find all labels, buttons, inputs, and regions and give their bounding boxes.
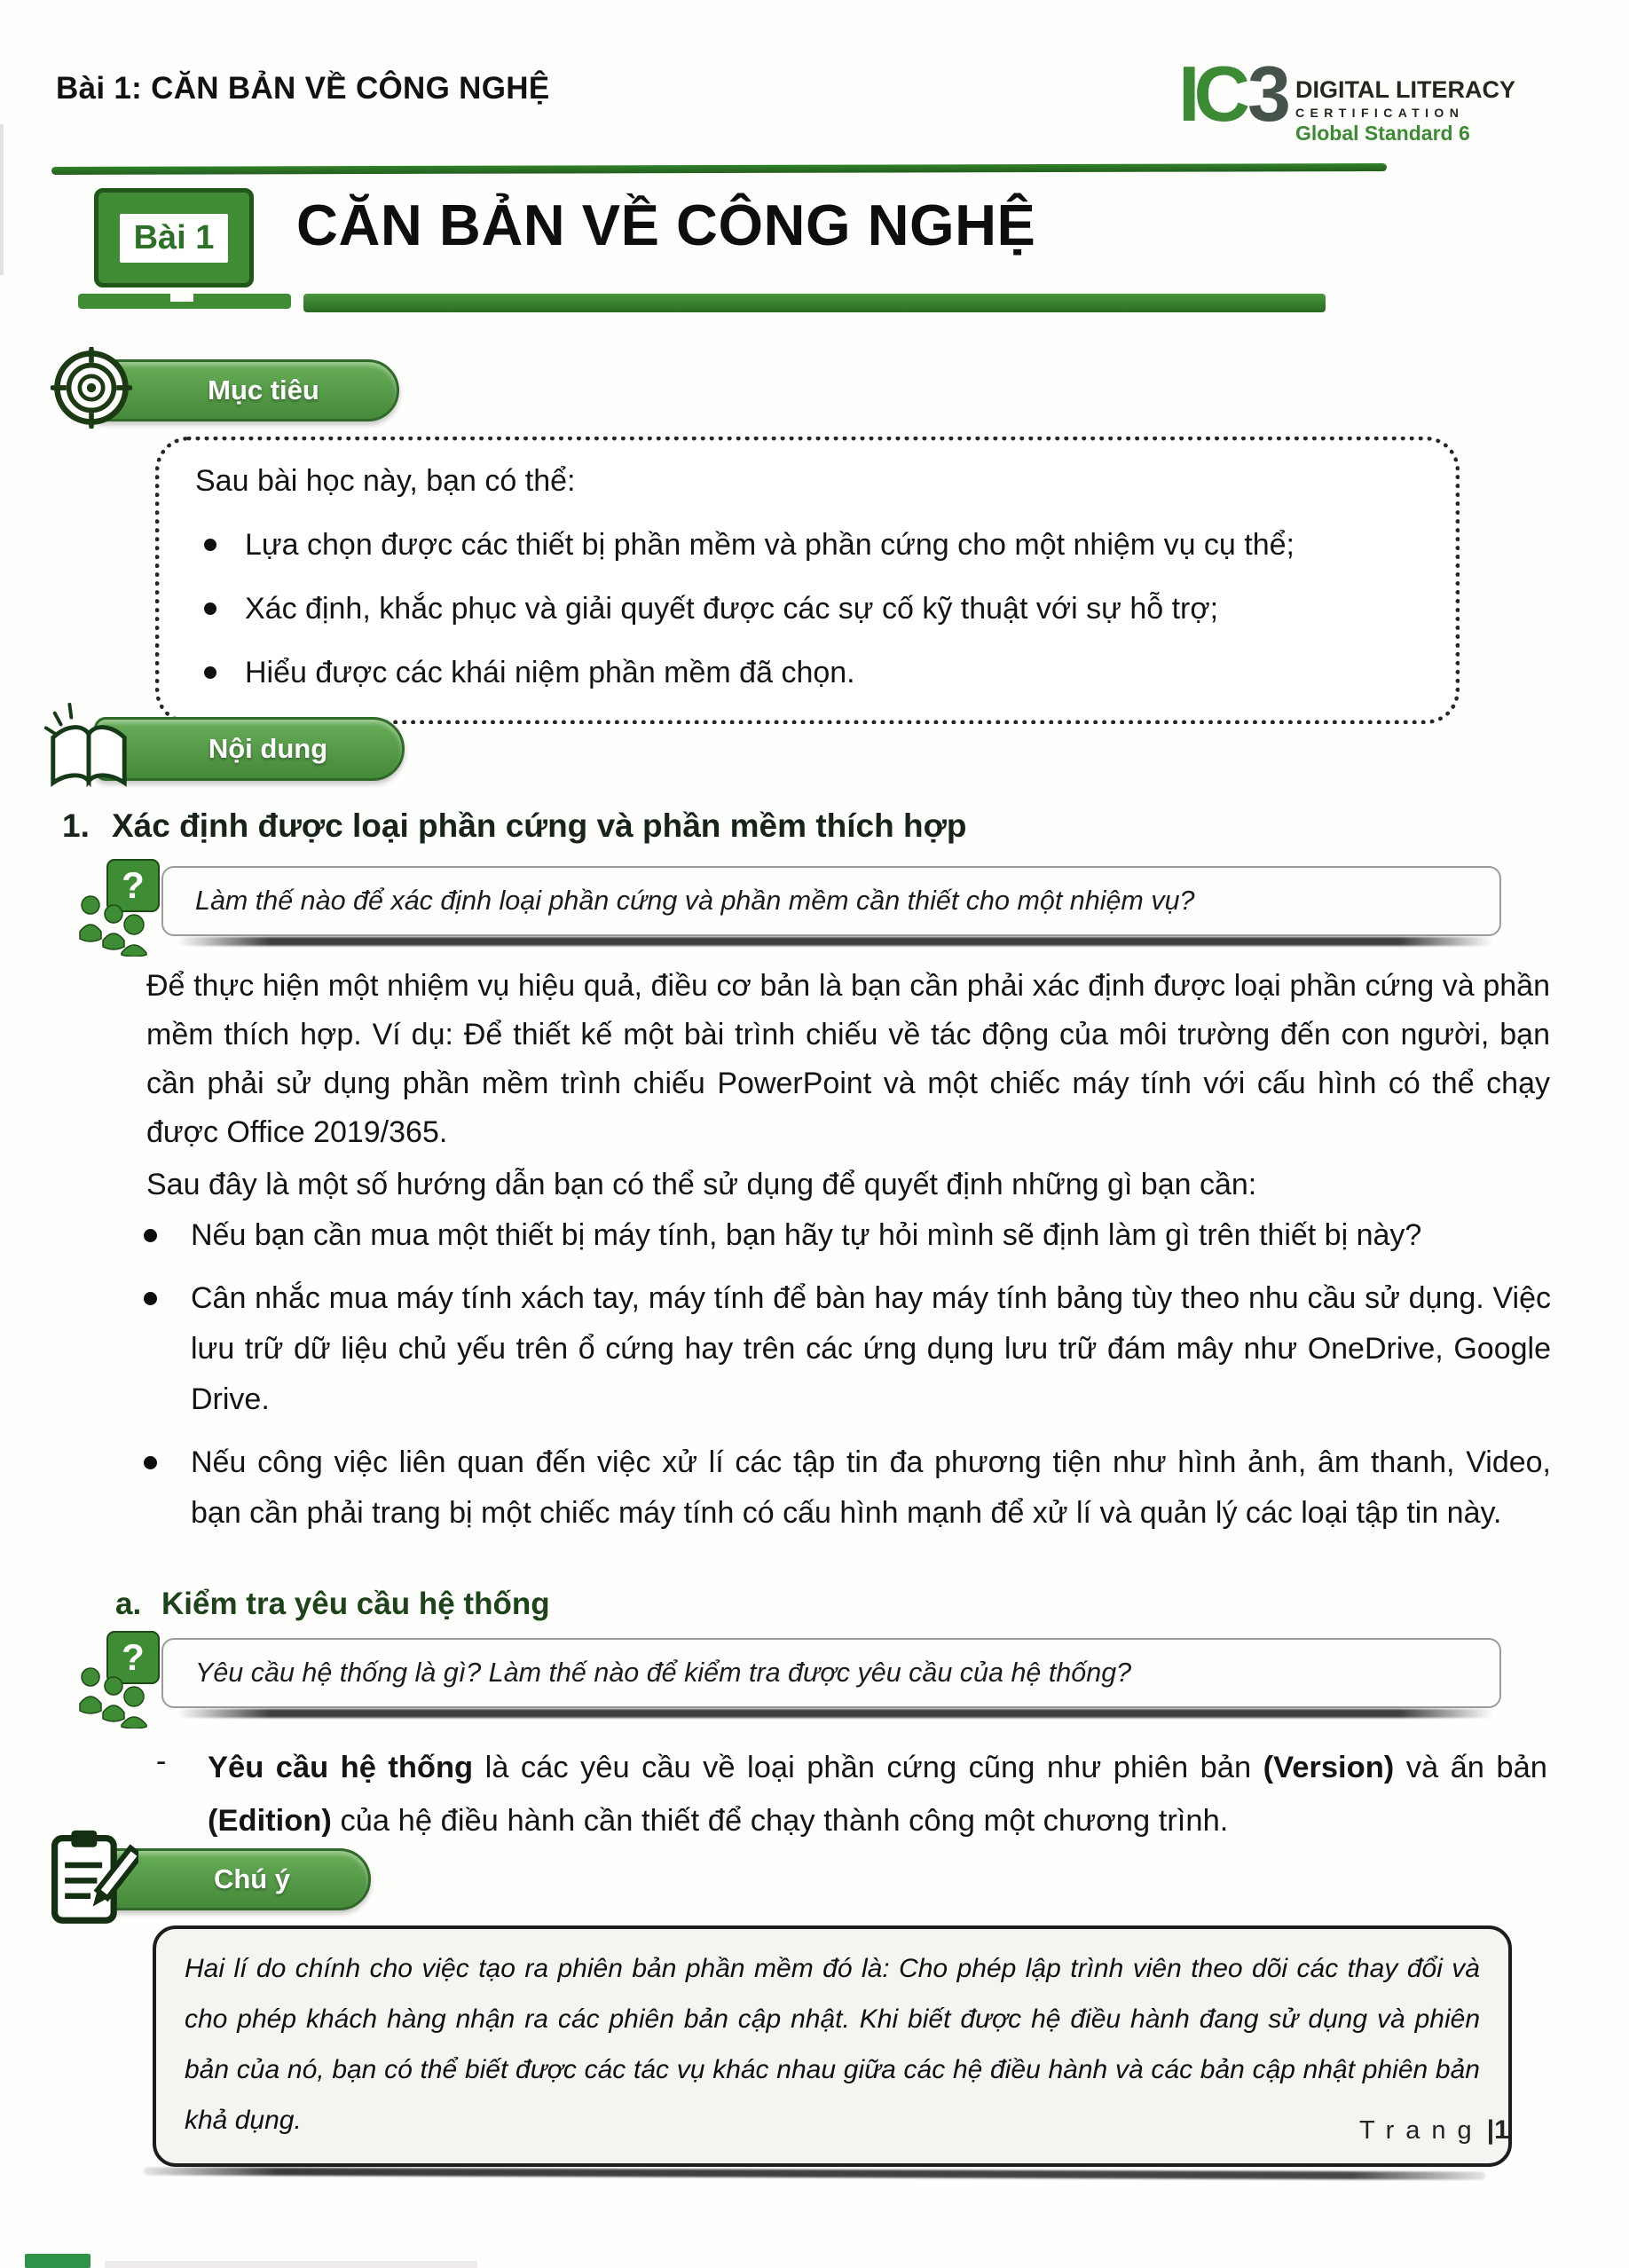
header-divider <box>51 163 1387 175</box>
definition-segment: và ấn bản <box>1394 1751 1547 1784</box>
objective-text: Lựa chọn được các thiết bị phần mềm và phần cứng cho một nhiệm vụ cụ thể; <box>245 528 1295 562</box>
content-badge <box>41 699 405 798</box>
objectives-badge-label: Mục tiêu <box>208 374 319 406</box>
question-text: Yêu cầu hệ thống là gì? Làm thế nào để kiểm tra được yêu cầu của hệ thống? <box>195 1658 1132 1688</box>
bullet-dot-icon <box>144 1229 157 1242</box>
list-item-text: Nếu công việc liên quan đến việc xử lí các tập tin đa phương tiện như hình ảnh, âm thanh, Video, bạn cần phải trang bị một chiếc máy tính có cấu hình mạnh để xử lí và quản lý các loại tập tin này. <box>191 1445 1551 1530</box>
question-row <box>78 854 1501 957</box>
definition-segment: của hệ điều hành cần thiết để chạy thành công một chương trình. <box>331 1804 1229 1838</box>
logo-line-global-standard: Global Standard 6 <box>1295 122 1470 145</box>
laptop-screen-inner <box>120 214 229 263</box>
section-title: Xác định được loại phần cứng và phần mềm thích hợp <box>112 807 967 844</box>
objective-item <box>195 525 1420 564</box>
scan-edge-artifact <box>0 124 4 275</box>
objectives-intro: Sau bài học này, bạn có thể: <box>195 464 576 498</box>
page-number: |1 <box>1486 2115 1509 2145</box>
lesson-number-laptop-icon <box>78 188 291 309</box>
logo-line-digital-literacy: DIGITAL LITERACY <box>1295 76 1515 103</box>
objective-item <box>195 653 1420 692</box>
subsection-letter: a. <box>115 1587 142 1621</box>
objectives-box <box>155 437 1460 724</box>
lesson-number-label: Bài 1 <box>133 218 215 256</box>
question-mark-icon: ? <box>106 1631 160 1684</box>
logo-ic-text: IC <box>1178 50 1244 138</box>
guideline-list <box>133 1210 1551 1551</box>
note-badge <box>48 1828 371 1930</box>
ic3-logo <box>1178 50 1515 145</box>
objectives-list <box>195 525 1420 693</box>
objective-text: Xác định, khắc phục và giải quyết được các sự cố kỹ thuật với sự hỗ trợ; <box>245 592 1219 626</box>
page-footer <box>1359 2115 1509 2146</box>
question-row <box>78 1626 1501 1729</box>
note-box <box>153 1925 1512 2167</box>
title-underline-bar <box>303 294 1326 312</box>
subsection-heading <box>115 1587 550 1622</box>
people-group-icon <box>78 891 149 957</box>
objective-text: Hiểu được các khái niệm phần mềm đã chọn. <box>245 656 855 690</box>
question-people-icon <box>78 859 172 957</box>
term-bold: (Version) <box>1263 1751 1395 1784</box>
bullet-dot-icon <box>204 539 216 551</box>
section-number: 1. <box>62 807 90 844</box>
laptop-screen <box>94 188 254 287</box>
definition-text <box>208 1741 1547 1847</box>
scan-corner-artifact <box>25 2254 90 2268</box>
list-item <box>133 1273 1551 1425</box>
content-badge-pill <box>94 717 405 781</box>
dash-marker: - <box>156 1744 167 1778</box>
body-paragraph: Sau đây là một số hướng dẫn bạn có thể sử dụng để quyết định những gì bạn cần: <box>146 1168 1257 1201</box>
bullet-dot-icon <box>144 1456 157 1469</box>
definition-segment: là các yêu cầu về loại phần cứng cũng như phiên bản <box>473 1751 1263 1784</box>
list-item <box>133 1210 1551 1261</box>
note-badge-label: Chú ý <box>213 1862 291 1894</box>
objective-item <box>195 589 1420 628</box>
page-title: CĂN BẢN VỀ CÔNG NGHỆ <box>296 193 1036 257</box>
question-box <box>161 866 1501 936</box>
question-mark-icon: ? <box>106 859 160 912</box>
clipboard-pencil-icon <box>48 1828 138 1930</box>
open-book-icon <box>41 699 137 798</box>
body-paragraph: Để thực hiện một nhiệm vụ hiệu quả, điều cơ bản là bạn cần phải xác định được loại phần cứng và phần mềm thích hợp. Ví dụ: Để thiết kế một bài trình chiếu về tác động của môi trường đến con người, bạn cần phải sử dụng phần mềm trình chiếu PowerPoint và một chiếc máy tính với cấu hình có thể chạy được Office 2019/365. <box>146 969 1550 1149</box>
scan-corner-artifact <box>105 2261 477 2268</box>
target-icon <box>50 346 133 434</box>
laptop-base <box>78 294 291 309</box>
list-item-text: Nếu bạn cần mua một thiết bị máy tính, bạn hãy tự hỏi mình sẽ định làm gì trên thiết bị này? <box>191 1218 1422 1252</box>
subsection-title: Kiểm tra yêu cầu hệ thống <box>161 1587 550 1621</box>
bullet-dot-icon <box>204 666 216 679</box>
list-item <box>133 1437 1551 1539</box>
term-bold: (Edition) <box>208 1804 332 1838</box>
note-badge-pill <box>98 1848 371 1910</box>
list-item-text: Cân nhắc mua máy tính xách tay, máy tính để bàn hay máy tính bảng tùy theo nhu cầu sử dụng. Việc lưu trữ dữ liệu chủ yếu trên ổ cứng hay trên các ứng dụng lưu trữ đám mây như OneDrive, Google Drive. <box>191 1281 1551 1416</box>
term-bold: Yêu cầu hệ thống <box>208 1751 474 1784</box>
question-text: Làm thế nào để xác định loại phần cứng và phần mềm cần thiết cho một nhiệm vụ? <box>195 886 1195 916</box>
objectives-badge <box>50 346 399 434</box>
people-group-icon <box>78 1663 149 1729</box>
running-head: Bài 1: CĂN BẢN VỀ CÔNG NGHỆ <box>56 71 550 106</box>
ic3-logo-letters <box>1178 50 1285 138</box>
question-people-icon <box>78 1631 172 1729</box>
logo-3-text: 3 <box>1247 50 1285 138</box>
logo-line-certification: CERTIFICATION <box>1295 106 1465 120</box>
note-text: Hai lí do chính cho việc tạo ra phiên bản phần mềm đó là: Cho phép lập trình viên theo dõi các thay đổi và cho phép khách hàng nhận ra các phiên bản cập nhật. Khi biết được hệ điều hành đang sử dụng và phiên bản của nó, bạn có thể biết được các tác vụ khác nhau giữa các hệ điều hành và các bản cập nhật phiên bản khả dụng. <box>185 1954 1480 2135</box>
footer-label: Trang <box>1359 2116 1483 2145</box>
objectives-badge-pill <box>92 359 399 421</box>
question-box <box>161 1638 1501 1708</box>
bullet-dot-icon <box>144 1292 157 1305</box>
section-heading <box>62 807 966 845</box>
bullet-dot-icon <box>204 602 216 615</box>
content-badge-label: Nội dung <box>208 732 328 764</box>
ic3-logo-caption <box>1295 59 1515 144</box>
